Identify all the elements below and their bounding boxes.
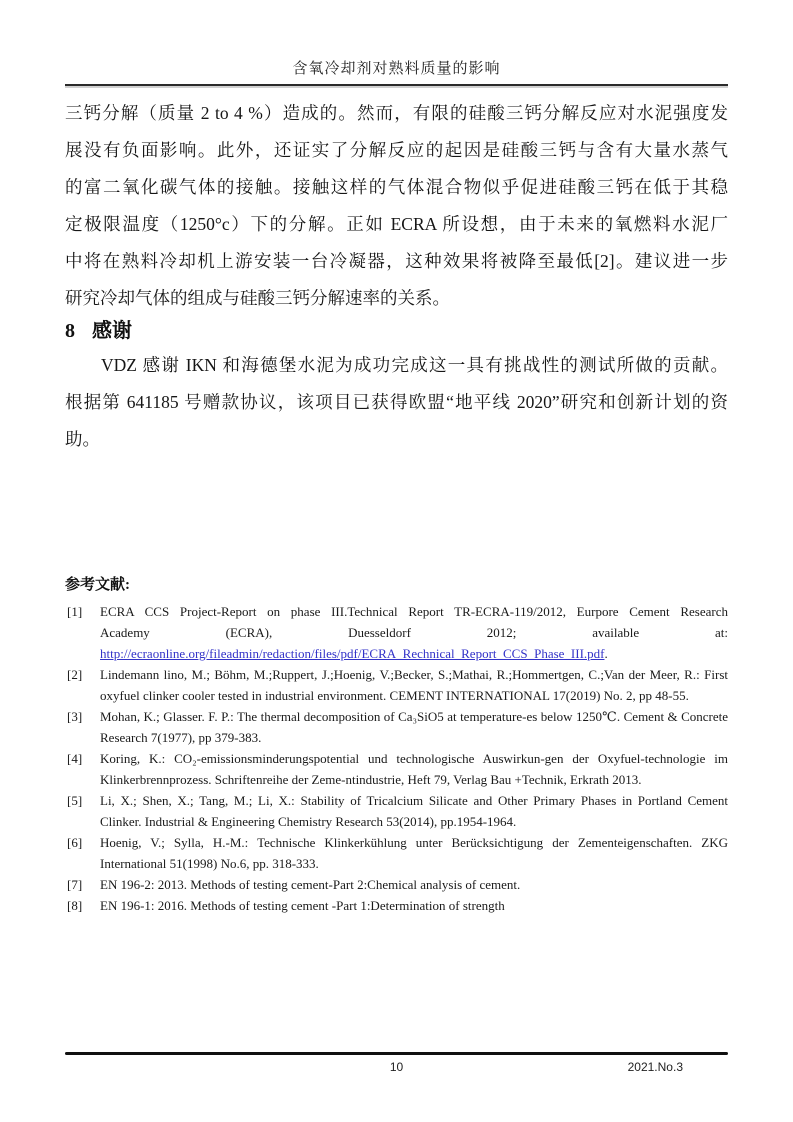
reference-number: [2] (67, 667, 83, 682)
reference-item (65, 895, 728, 916)
reference-text: Lindemann lino, M.; Böhm, M.;Ruppert, J.;Hoenig, V.;Becker, S.;Mathai, R.;Hommertgen, C.;Van der Meer, R.: First oxyfuel clinker cooler tested in industrial environment. CEMENT INTERNATIONAL 17(2019) No. 2, pp 48-55. (100, 667, 728, 703)
reference-text-word: at: (715, 625, 728, 640)
page-number: 10 (389, 1060, 404, 1074)
running-header-title: 含氧冷却剂对熟料质量的影响 (292, 61, 501, 77)
reference-text: EN 196-2: 2013. Methods of testing cement-Part 2:Chemical analysis of cement. (100, 877, 521, 892)
reference-number: [8] (67, 898, 83, 913)
acknowledgement-line: 助。 (65, 429, 100, 449)
reference-text-word: (ECRA), (225, 625, 273, 640)
reference-number: [7] (67, 877, 83, 892)
body-text-line: 三钙分解（质量 2 to 4 %）造成的。然而，有限的硅酸三钙分解反应对水泥强度发 (65, 103, 728, 123)
reference-text: EN 196-1: 2016. Methods of testing cement -Part 1:Determination of strength (100, 898, 505, 913)
section-number: 8 (65, 320, 75, 342)
reference-item (65, 748, 728, 790)
references-heading: 参考文献: (65, 577, 130, 593)
references-list (65, 601, 728, 916)
body-text-line: 定极限温度（1250°c）下的分解。正如 ECRA 所设想，由于未来的氧燃料水泥厂 (65, 214, 728, 234)
reference-item (65, 832, 728, 874)
reference-number: [4] (67, 751, 83, 766)
footer-rule (65, 1052, 728, 1055)
reference-number: [5] (67, 793, 83, 808)
reference-link-line (100, 643, 728, 664)
header-rule (65, 84, 728, 86)
body-text-line: 研究冷却气体的组成与硅酸三钙分解速率的关系。 (65, 288, 450, 308)
reference-text-word: 2012; (486, 625, 517, 640)
reference-justified-line (100, 622, 728, 643)
body-text-line: 的富二氧化碳气体的接触。接触这样的气体混合物似乎促进硅酸三钙在低于其稳 (65, 177, 728, 197)
reference-text: Koring, K.: CO₂-emissionsminderungspotential und technologische Auswirkun-gen der Oxyfuel-technologie im Klinkerbrennprozess. Schriftenreihe der Zeme-ntindustrie, Heft 79, Verlag Bau +Technik, Erkrath 2013. (100, 751, 728, 787)
reference-number: [6] (67, 835, 83, 850)
reference-text: ECRA CCS Project-Report on phase III.Technical Report TR-ECRA-119/2012, Eurpore Cement Research (100, 604, 728, 619)
reference-link-suffix: . (604, 646, 608, 661)
reference-item (65, 601, 728, 664)
section-heading (65, 317, 132, 345)
reference-number: [3] (67, 709, 83, 724)
acknowledgement-line: 根据第 641185 号赠款协议，该项目已获得欧盟“地平线 2020”研究和创新计划的资 (65, 392, 728, 412)
reference-link[interactable]: http://ecraonline.org/fileadmin/redaction/files/pdf/ECRA_Rechnical_Report_CCS_Phase_III.pdf (100, 646, 605, 661)
reference-text: Li, X.; Shen, X.; Tang, M.; Li, X.: Stability of Tricalcium Silicate and Other Primary Phases in Portland Cement Clinker. Industrial & Engineering Chemistry Research 53(2014), pp.1954-1964. (100, 793, 728, 829)
reference-text-word: Duesseldorf (348, 625, 411, 640)
reference-text: Mohan, K.; Glasser. F. P.: The thermal decomposition of Ca₃SiO5 at temperature-es below 1250℃. Cement & Concrete Research 7(1977), pp 379-383. (100, 709, 728, 745)
reference-text: Hoenig, V.; Sylla, H.-M.: Technische Klinkerkühlung unter Berücksichtigung der Zementeigenschaften. ZKG International 51(1998) No.6, pp. 318-333. (100, 835, 728, 871)
acknowledgement-paragraph (65, 347, 728, 458)
reference-item (65, 874, 728, 895)
reference-item (65, 706, 728, 748)
reference-text-word: available (592, 625, 640, 640)
conclusion-paragraph (65, 95, 728, 317)
body-text-line: 展没有负面影响。此外，还证实了分解反应的起因是硅酸三钙与含有大量水蒸气 (65, 140, 728, 160)
acknowledgement-line: VDZ 感谢 IKN 和海德堡水泥为成功完成这一具有挑战性的测试所做的贡献。 (101, 355, 728, 375)
section-title: 感谢 (92, 320, 132, 342)
reference-text-word: Academy (100, 625, 150, 640)
reference-item (65, 790, 728, 832)
body-text-line: 中将在熟料冷却机上游安装一台冷凝器，这种效果将被降至最低[2]。建议进一步 (65, 251, 728, 271)
reference-item (65, 664, 728, 706)
issue-label: 2021.No.3 (627, 1060, 683, 1074)
reference-number: [1] (67, 604, 83, 619)
